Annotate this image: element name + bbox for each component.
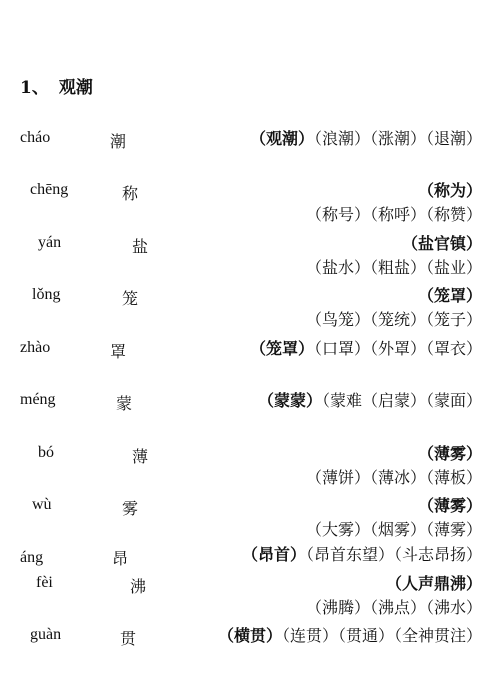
section-number: 1、 bbox=[20, 78, 49, 98]
character: 雾 bbox=[122, 499, 139, 518]
word-list bbox=[237, 232, 482, 280]
word-list bbox=[217, 127, 482, 151]
pinyin: bó bbox=[38, 444, 54, 461]
word-list bbox=[220, 389, 482, 413]
word-list bbox=[252, 284, 482, 332]
word-list bbox=[182, 624, 482, 648]
other-words: （沸腾）（沸点）（沸水） bbox=[305, 598, 482, 617]
highlight-word: （薄雾） bbox=[417, 496, 482, 515]
character: 蒙 bbox=[116, 394, 133, 413]
word-list bbox=[252, 442, 482, 490]
pinyin: yán bbox=[38, 234, 62, 251]
highlight-word: （横贯） bbox=[217, 626, 282, 645]
character: 潮 bbox=[110, 132, 127, 151]
pinyin: lǒng bbox=[32, 286, 61, 303]
pinyin: zhào bbox=[20, 339, 51, 356]
pinyin: áng bbox=[20, 549, 44, 566]
other-words: （盐水）（粗盐）（盐业） bbox=[305, 258, 482, 277]
highlight-word: （笼罩） bbox=[417, 286, 482, 305]
pinyin: guàn bbox=[30, 626, 62, 643]
highlight-word: （盐官镇） bbox=[401, 234, 482, 253]
word-list bbox=[252, 179, 482, 227]
other-words: （浪潮）（涨潮）（退潮） bbox=[313, 129, 482, 148]
pinyin: cháo bbox=[20, 129, 51, 146]
highlight-word: （蒙蒙） bbox=[257, 391, 322, 410]
word-list bbox=[252, 494, 482, 542]
word-list bbox=[192, 543, 482, 567]
section-heading bbox=[20, 73, 93, 98]
other-words: （鸟笼）（笼统）（笼子） bbox=[305, 310, 482, 329]
pinyin: fèi bbox=[36, 574, 53, 591]
vocab-row bbox=[0, 626, 500, 686]
character: 称 bbox=[122, 184, 139, 203]
other-words: （称号）（称呼）（称赞） bbox=[305, 205, 482, 224]
character: 笼 bbox=[122, 289, 139, 308]
character: 沸 bbox=[130, 577, 147, 596]
character: 贯 bbox=[120, 629, 137, 648]
highlight-word: （人声鼎沸） bbox=[385, 574, 482, 593]
pinyin: wù bbox=[32, 496, 52, 513]
highlight-word: （称为） bbox=[417, 181, 482, 200]
character: 盐 bbox=[132, 237, 149, 256]
highlight-word: （笼罩） bbox=[249, 339, 314, 358]
highlight-word: （昂首） bbox=[241, 545, 306, 564]
pinyin: chēng bbox=[30, 181, 69, 198]
highlight-word: （观潮） bbox=[249, 129, 314, 148]
word-list bbox=[220, 337, 482, 361]
character: 薄 bbox=[132, 447, 149, 466]
word-list bbox=[220, 572, 482, 620]
other-words: （大雾）（烟雾）（薄雾） bbox=[305, 520, 482, 539]
section-title: 观潮 bbox=[58, 78, 93, 98]
pinyin: méng bbox=[20, 391, 56, 408]
other-words: （薄饼）（薄冰）（薄板） bbox=[305, 468, 482, 487]
other-words: （蒙难（启蒙）（蒙面） bbox=[321, 391, 482, 410]
character: 罩 bbox=[110, 342, 127, 361]
other-words: （连贯）（贯通）（全神贯注） bbox=[281, 626, 482, 645]
highlight-word: （薄雾） bbox=[417, 444, 482, 463]
other-words: （昂首东望）（斗志昂扬） bbox=[305, 545, 482, 564]
other-words: （口罩）（外罩）（罩衣） bbox=[313, 339, 482, 358]
character: 昂 bbox=[112, 549, 129, 568]
